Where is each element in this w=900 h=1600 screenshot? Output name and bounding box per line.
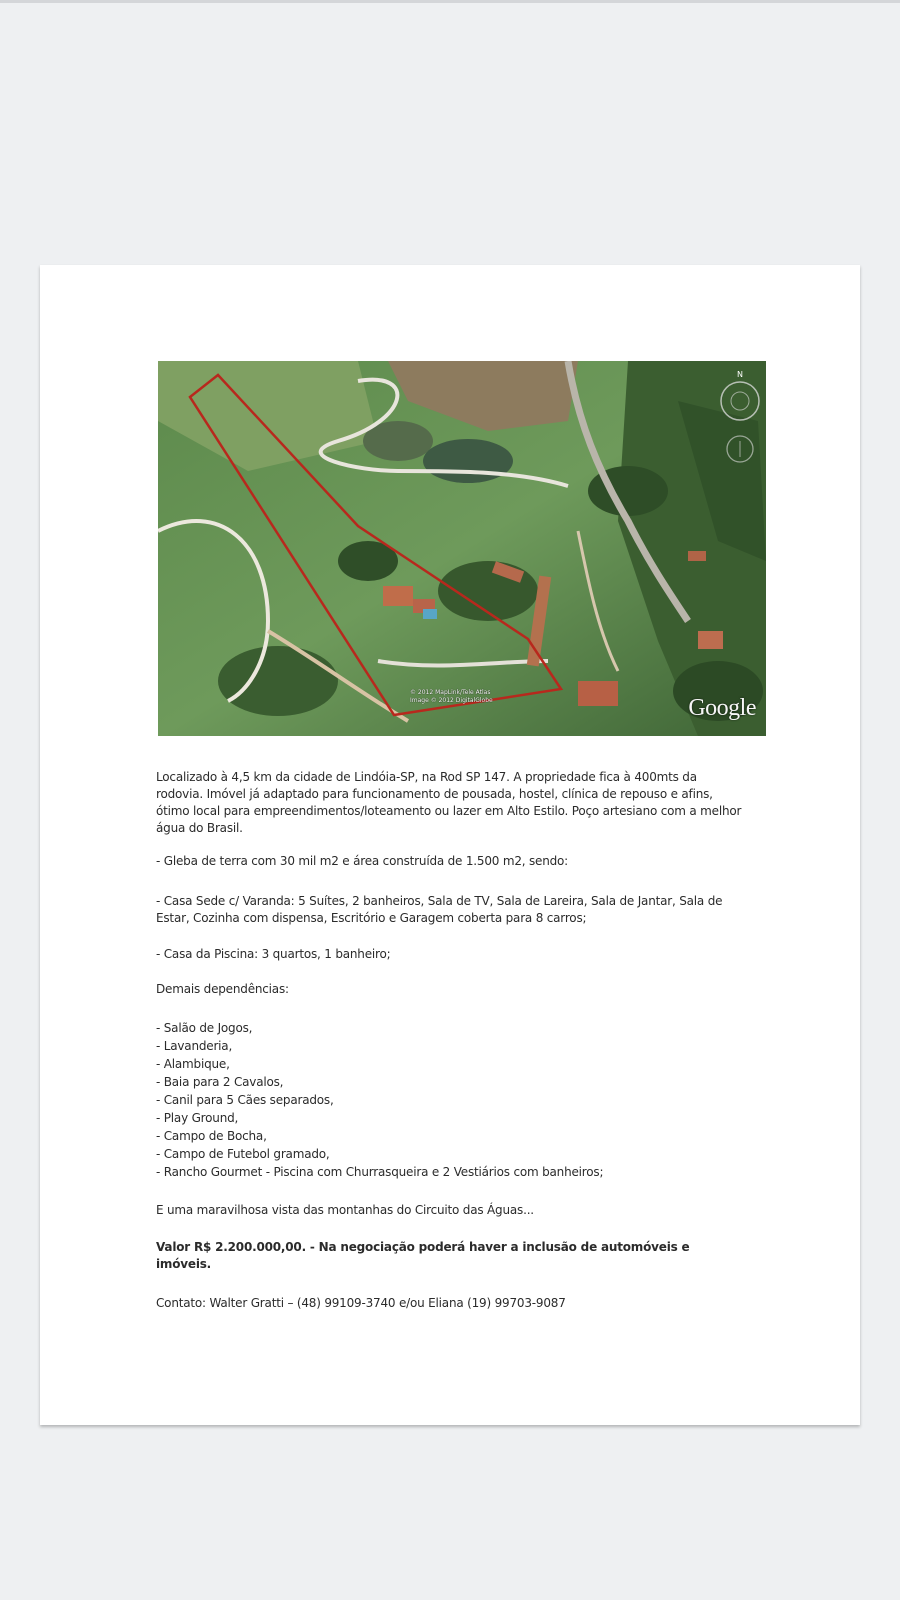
svg-text:N: N	[737, 370, 743, 379]
list-item: - Play Ground,	[156, 1111, 239, 1125]
list-item: - Canil para 5 Cães separados,	[156, 1093, 334, 1107]
list-item: - Salão de Jogos,	[156, 1021, 253, 1035]
demais-heading: Demais dependências:	[156, 982, 289, 996]
map-logo: Google	[688, 695, 756, 721]
viewer-top-border	[0, 0, 900, 3]
list-item: - Campo de Bocha,	[156, 1129, 267, 1143]
amenities-list	[156, 1019, 746, 1181]
listing-text	[156, 769, 746, 1312]
map-credit-line-1: © 2012 MapLink/Tele Atlas	[410, 689, 491, 696]
casa-sede-paragraph: - Casa Sede c/ Varanda: 5 Suítes, 2 banheiros, Sala de TV, Sala de Lareira, Sala de Jantar, Sala de Estar, Cozinha com dispensa, Escritório e Garagem coberta para 8 carros;	[156, 894, 723, 925]
list-item: - Lavanderia,	[156, 1039, 233, 1053]
compass-icon	[718, 367, 762, 467]
vista-paragraph: E uma maravilhosa vista das montanhas do Circuito das Águas...	[156, 1203, 534, 1217]
price-paragraph: Valor R$ 2.200.000,00. - Na negociação poderá haver a inclusão de automóveis e imóveis.	[156, 1240, 690, 1271]
contact-paragraph: Contato: Walter Gratti – (48) 99109-3740 e/ou Eliana (19) 99703-9087	[156, 1296, 566, 1310]
map-credit-line-2: Image © 2012 DigitalGlobe	[410, 697, 493, 704]
list-item: - Rancho Gourmet - Piscina com Churrasqueira e 2 Vestiários com banheiros;	[156, 1165, 604, 1179]
satellite-map-image	[158, 361, 766, 736]
list-item: - Alambique,	[156, 1057, 230, 1071]
document-page	[40, 265, 860, 1425]
map-copyright	[410, 689, 493, 705]
intro-paragraph: Localizado à 4,5 km da cidade de Lindóia-SP, na Rod SP 147. A propriedade fica à 400mts da rodovia. Imóvel já adaptado para funcionamento de pousada, hostel, clínica de repouso e afins, ótimo local para empreendimentos/loteamento ou lazer em Alto Estilo. Poço artesiano com a melhor água do Brasil.	[156, 770, 742, 835]
gleba-paragraph: - Gleba de terra com 30 mil m2 e área construída de 1.500 m2, sendo:	[156, 854, 569, 868]
casa-piscina-paragraph: - Casa da Piscina: 3 quartos, 1 banheiro;	[156, 947, 391, 961]
list-item: - Baia para 2 Cavalos,	[156, 1075, 284, 1089]
satellite-terrain	[158, 361, 766, 736]
list-item: - Campo de Futebol gramado,	[156, 1147, 330, 1161]
